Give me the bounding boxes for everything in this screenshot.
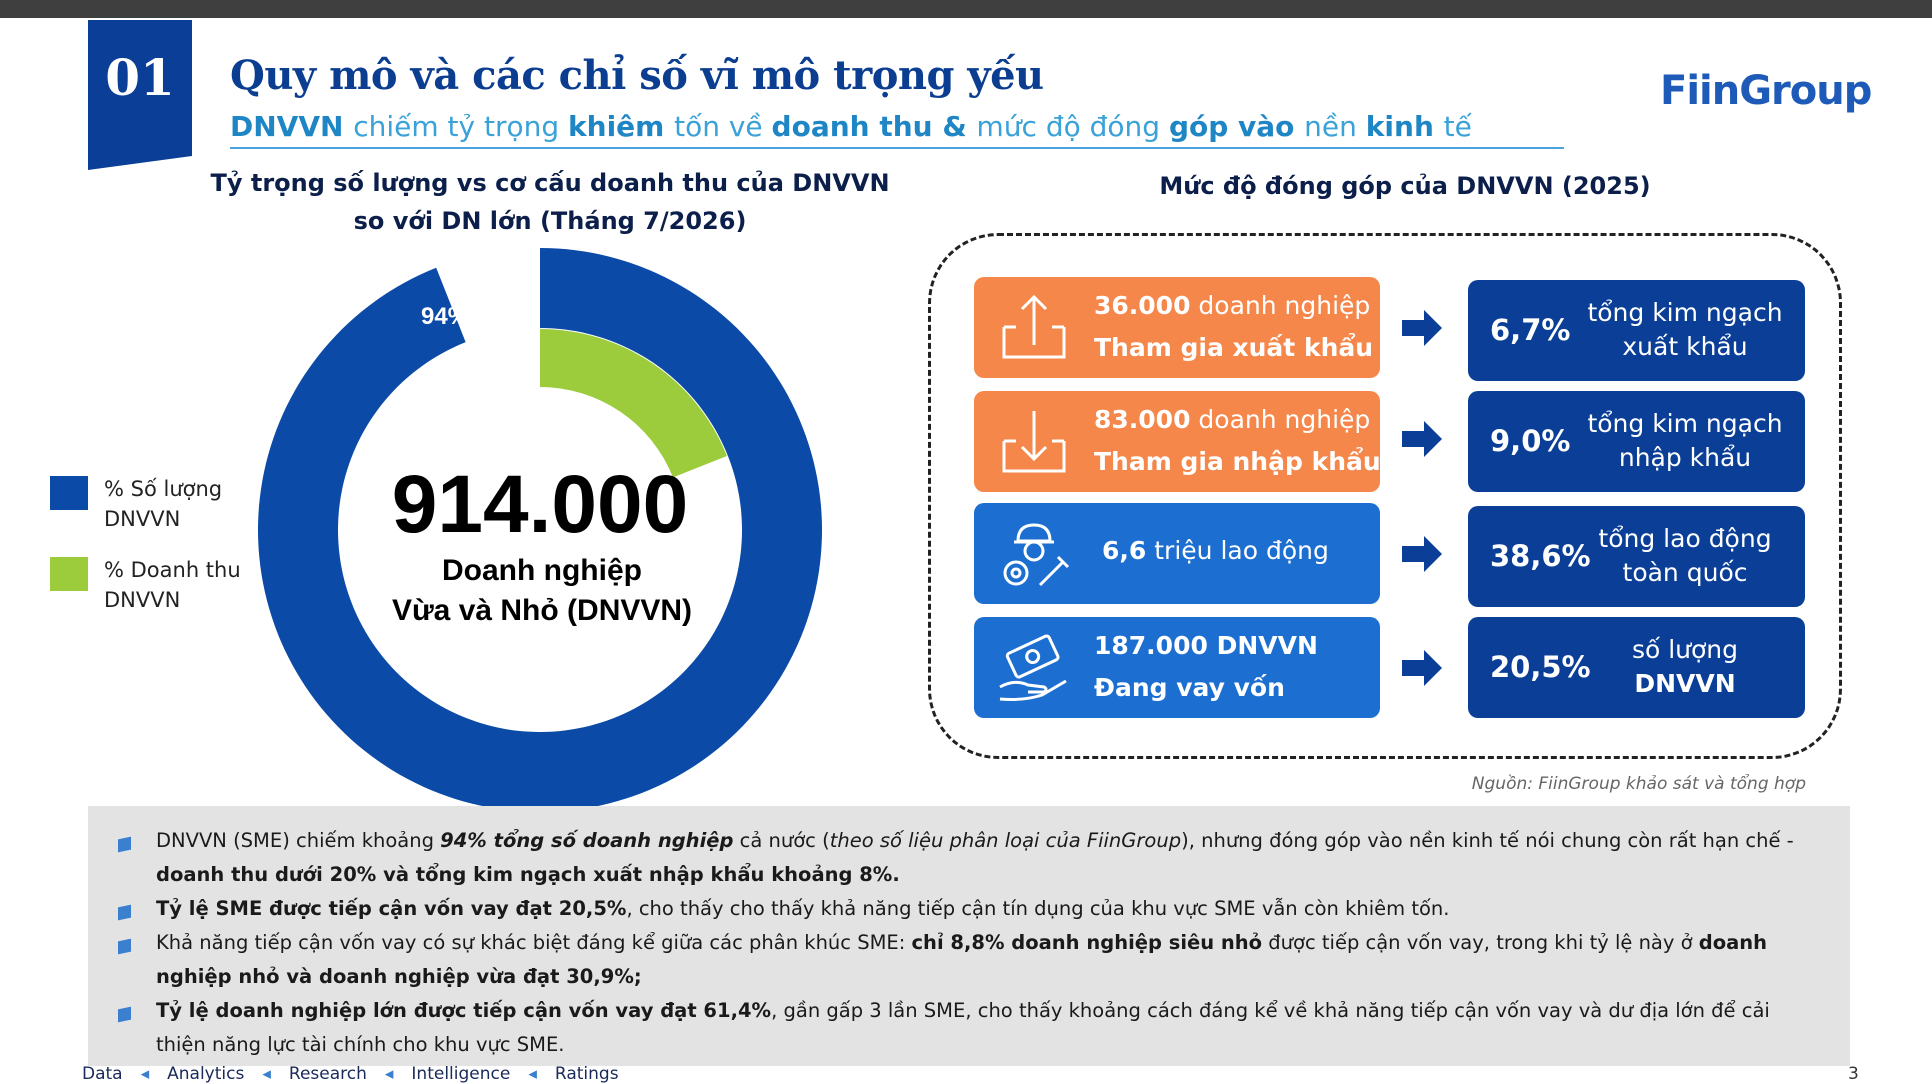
import-count-unit: doanh nghiệp xyxy=(1190,405,1371,434)
footer-item: Analytics xyxy=(167,1064,245,1084)
subtitle-part: tế xyxy=(1443,110,1472,143)
title-underline xyxy=(230,147,1564,149)
note-segment: DNVVN (SME) chiếm khoảng xyxy=(156,829,441,852)
arrow-right-icon xyxy=(1402,534,1442,574)
note-segment: ), nhưng đóng góp vào nền kinh tế nói chung còn rất hạn chế - xyxy=(1181,829,1794,852)
export-count: 36.000 xyxy=(1094,291,1191,320)
fiingroup-logo: FiinGroup xyxy=(1660,68,1872,114)
labor-share-value: 38,6% xyxy=(1490,539,1591,573)
footer-item: Intelligence xyxy=(411,1064,511,1084)
note-segment: , cho thấy cho thấy khả năng tiếp cận tín dụng của khu vực SME vẫn còn khiêm tốn. xyxy=(626,897,1450,920)
arrow-right-icon xyxy=(1402,648,1442,688)
note-segment: Khả năng tiếp cận vốn vay có sự khác biệt đáng kể giữa các phân khúc SME: xyxy=(156,931,912,954)
bullet-icon xyxy=(118,939,131,955)
footer-nav xyxy=(82,1064,637,1084)
loan-share-card xyxy=(1468,617,1805,718)
subtitle-part: kinh xyxy=(1365,110,1444,143)
top-bar xyxy=(0,0,1932,18)
labor-stat-card xyxy=(974,503,1380,604)
labor-share-desc-1: tổng lao động xyxy=(1598,524,1772,553)
footer-separator-icon: ◂ xyxy=(528,1064,537,1084)
note-segment: doanh nghiệp nhỏ và doanh nghiệp vừa đạt 30,9%; xyxy=(156,931,1768,988)
key-notes-box xyxy=(88,806,1850,1066)
donut-heading-line1: Tỷ trọng số lượng vs cơ cấu doanh thu của DNVVN xyxy=(210,169,890,197)
loan-stat-card xyxy=(974,617,1380,718)
page-subtitle xyxy=(230,110,1472,143)
subtitle-part: doanh thu & xyxy=(771,110,977,143)
import-share-desc-2: nhập khẩu xyxy=(1618,443,1752,472)
note-segment: được tiếp cận vốn vay, trong khi tỷ lệ này ở xyxy=(1262,931,1699,954)
legend-swatch-revenue xyxy=(50,557,88,591)
loan-share-desc-1: số lượng xyxy=(1631,635,1739,664)
subtitle-part: khiêm xyxy=(568,110,675,143)
footer-item: Data xyxy=(82,1064,123,1084)
legend-label-count-2: DNVVN xyxy=(104,507,181,531)
donut-center-label-1: Doanh nghiệp xyxy=(442,554,642,587)
import-count: 83.000 xyxy=(1094,405,1191,434)
note-item xyxy=(156,892,1816,926)
bullet-icon xyxy=(118,1007,131,1023)
note-segment: cả nước ( xyxy=(733,829,830,852)
note-item xyxy=(156,994,1816,1062)
worker-gear-icon xyxy=(994,515,1074,595)
import-share-desc-1: tổng kim ngạch xyxy=(1587,409,1783,438)
labor-share-card xyxy=(1468,506,1805,607)
bullet-icon xyxy=(118,837,131,853)
export-share-value: 6,7% xyxy=(1490,313,1571,347)
note-item xyxy=(156,926,1816,994)
loan-share-value: 20,5% xyxy=(1490,650,1591,684)
import-icon xyxy=(994,403,1074,483)
import-stat-card xyxy=(974,391,1380,492)
page-title: Quy mô và các chỉ số vĩ mô trọng yếu xyxy=(230,52,1044,99)
import-share-card xyxy=(1468,391,1805,492)
labor-share-desc-2: toàn quốc xyxy=(1622,558,1748,587)
export-icon xyxy=(994,289,1074,369)
page-number: 3 xyxy=(1848,1064,1859,1084)
donut-chart xyxy=(230,240,830,810)
note-segment: theo số liệu phân loại của FiinGroup xyxy=(829,829,1182,852)
export-share-card xyxy=(1468,280,1805,381)
arrow-right-icon xyxy=(1402,419,1442,459)
donut-center-number: 914.000 xyxy=(391,459,689,550)
loan-desc: Đang vay vốn xyxy=(1094,673,1285,702)
donut-heading-line2: so với DN lớn (Tháng 7/2026) xyxy=(353,207,747,235)
note-segment: , gần gấp 3 lần SME, cho thấy khoảng cách đáng kể về khả năng tiếp cận vốn vay và dư địa lớn để cải thiện năng lực tài chính cho khu vực SME. xyxy=(156,999,1770,1056)
legend-label-revenue-1: % Doanh thu xyxy=(104,558,241,582)
donut-heading xyxy=(200,164,900,240)
donut-label-count: 94% xyxy=(420,303,470,330)
subtitle-part: tốn về xyxy=(674,110,772,143)
arrow-right-icon xyxy=(1402,308,1442,348)
footer-item: Ratings xyxy=(554,1064,619,1084)
export-share-desc-2: xuất khẩu xyxy=(1622,332,1748,361)
note-item xyxy=(156,824,1816,892)
source-note: Nguồn: FiinGroup khảo sát và tổng hợp xyxy=(1471,774,1806,794)
subtitle-part: nền xyxy=(1304,110,1366,143)
footer-separator-icon: ◂ xyxy=(140,1064,150,1084)
note-segment: doanh thu dưới 20% và tổng kim ngạch xuất nhập khẩu khoảng 8%. xyxy=(156,863,900,886)
labor-count: 6,6 xyxy=(1102,536,1147,565)
legend-label-revenue-2: DNVVN xyxy=(104,588,181,612)
note-segment: Tỷ lệ doanh nghiệp lớn được tiếp cận vốn vay đạt 61,4% xyxy=(156,999,772,1022)
subtitle-part: mức độ đóng xyxy=(976,110,1169,143)
subtitle-part: góp vào xyxy=(1168,110,1305,143)
contribution-heading: Mức độ đóng góp của DNVVN (2025) xyxy=(1159,172,1651,200)
footer-separator-icon: ◂ xyxy=(384,1064,394,1084)
donut-center-label-2: Vừa và Nhỏ (DNVVN) xyxy=(391,594,693,627)
bullet-icon xyxy=(118,905,131,921)
note-segment: chỉ 8,8% doanh nghiệp siêu nhỏ xyxy=(911,931,1263,954)
footer-item: Research xyxy=(288,1064,367,1084)
export-count-unit: doanh nghiệp xyxy=(1190,291,1371,320)
note-segment: 94% tổng số doanh nghiệp xyxy=(440,829,734,852)
note-segment: Tỷ lệ SME được tiếp cận vốn vay đạt 20,5% xyxy=(156,897,627,920)
export-stat-card xyxy=(974,277,1380,378)
import-desc: Tham gia nhập khẩu xyxy=(1094,447,1381,476)
section-number: 01 xyxy=(105,48,175,107)
export-desc: Tham gia xuất khẩu xyxy=(1094,333,1374,362)
legend-swatch-count xyxy=(50,476,88,510)
subtitle-part: DNVVN xyxy=(230,110,354,143)
money-hand-icon xyxy=(994,629,1074,709)
subtitle-part: chiếm tỷ trọng xyxy=(353,110,569,143)
import-share-value: 9,0% xyxy=(1490,424,1571,458)
footer-separator-icon: ◂ xyxy=(262,1064,271,1084)
export-share-desc-1: tổng kim ngạch xyxy=(1587,298,1783,327)
loan-share-desc-2: DNVVN xyxy=(1634,669,1736,698)
legend-label-count-1: % Số lượng xyxy=(104,477,223,501)
loan-count: 187.000 DNVVN xyxy=(1094,631,1318,660)
labor-count-unit: triệu lao động xyxy=(1146,536,1329,565)
donut-label-revenue: 19% xyxy=(456,351,506,378)
